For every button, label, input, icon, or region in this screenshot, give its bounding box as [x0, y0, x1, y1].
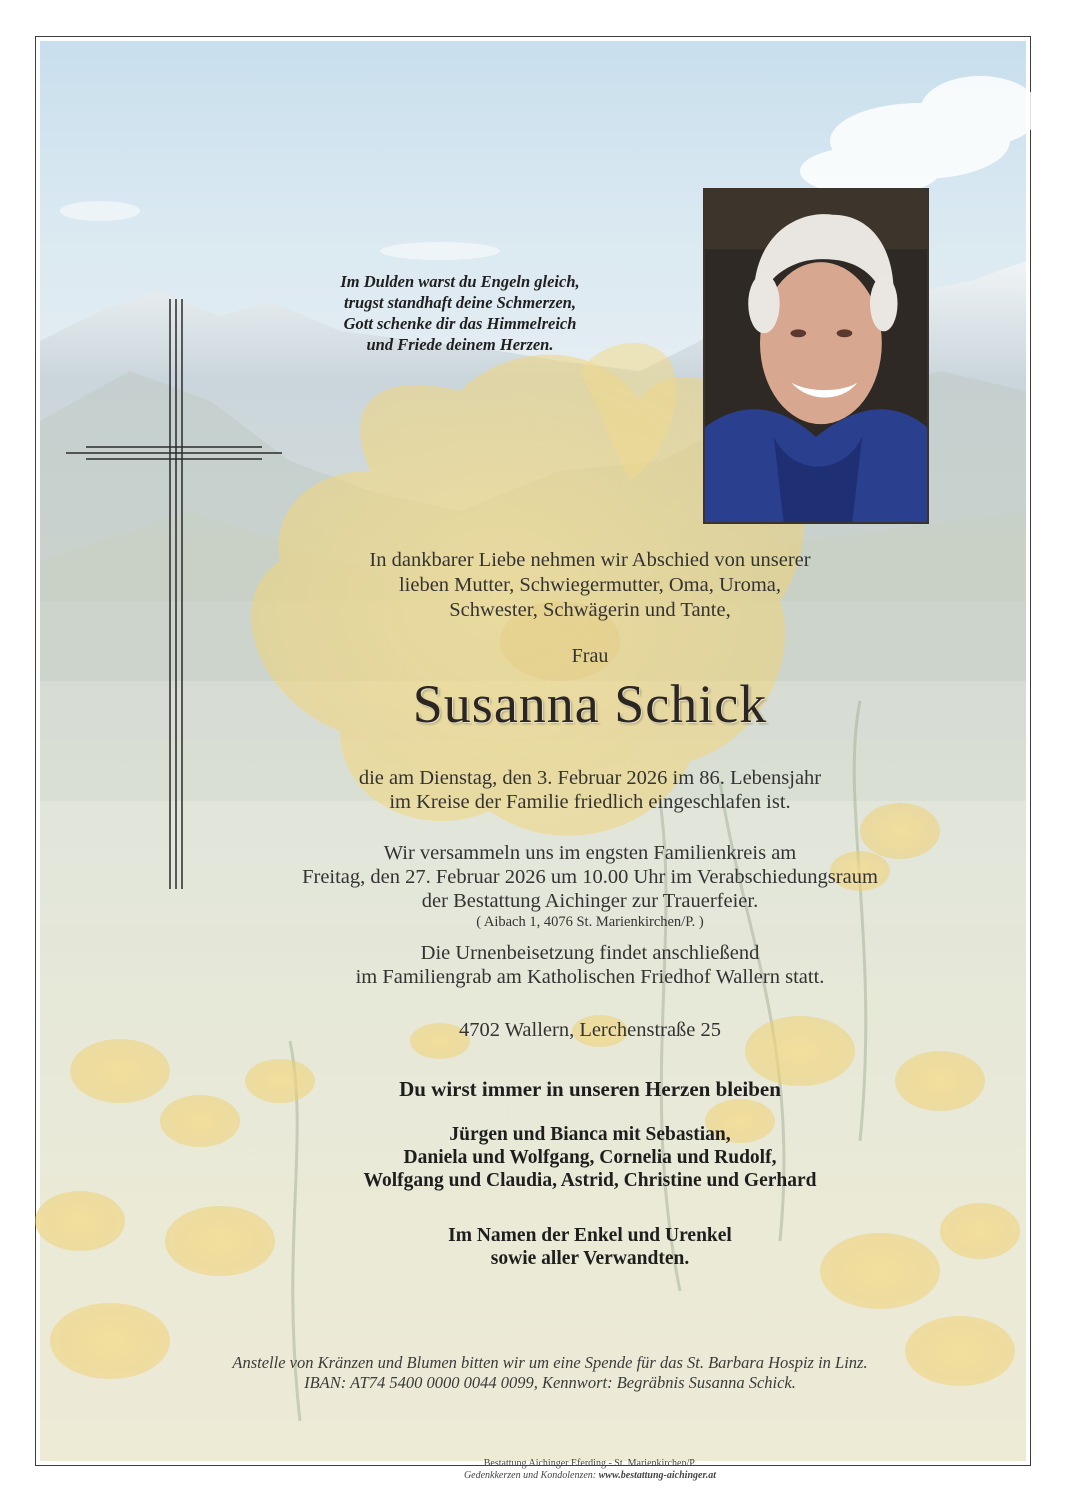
gathering-line: Freitag, den 27. Februar 2026 um 10.00 Uhr im Verabschiedungsraum — [302, 866, 878, 888]
intro-line: lieben Mutter, Schwiegermutter, Oma, Uroma, — [398, 574, 782, 596]
poem-line: Im Dulden warst du Engeln gleich, — [340, 272, 580, 291]
family-names — [240, 1123, 940, 1192]
obituary-sheet — [40, 41, 1026, 1481]
farewell-intro — [240, 548, 940, 623]
urn-line: Die Urnenbeisetzung findet anschließend — [420, 942, 760, 964]
urn-burial-info — [240, 941, 940, 989]
gathering-line: Wir versammeln uns im engsten Familienkreis am — [383, 842, 797, 864]
poem-line: Gott schenke dir das Himmelreich — [343, 314, 577, 333]
intro-line: Schwester, Schwägerin und Tante, — [449, 599, 731, 621]
home-address: 4702 Wallern, Lerchenstraße 25 — [458, 1019, 722, 1041]
urn-line: im Familiengrab am Katholischen Friedhof Wallern statt. — [355, 966, 825, 988]
condolence-label: Gedenkkerzen und Kondolenzen: — [463, 1470, 597, 1481]
intro-line: In dankbarer Liebe nehmen wir Abschied von unserer — [369, 549, 811, 571]
donation-request — [140, 1353, 960, 1393]
death-line: die am Dienstag, den 3. Februar 2026 im 86. Lebensjahr — [358, 767, 822, 789]
donation-line: IBAN: AT74 5400 0000 0044 0099, Kennwort: Begräbnis Susanna Schick. — [304, 1373, 796, 1392]
family-line: Jürgen und Bianca mit Sebastian, — [449, 1124, 731, 1145]
ceremony-address: ( Aibach 1, 4076 St. Marienkirchen/P. ) — [476, 914, 704, 930]
memorial-poem — [310, 271, 610, 355]
footer — [240, 1458, 940, 1482]
gathering-line: der Bestattung Aichinger zur Trauerfeier. — [421, 890, 759, 912]
on-behalf-line: Im Namen der Enkel und Urenkel — [448, 1225, 732, 1246]
on-behalf-line: sowie aller Verwandten. — [490, 1248, 690, 1269]
poem-line: und Friede deinem Herzen. — [366, 335, 554, 354]
undertaker-name: Bestattung Aichinger Eferding - St. Marienkirchen/P. — [483, 1458, 697, 1469]
poem-line: trugst standhaft deine Schmerzen, — [344, 293, 576, 312]
motto: Du wirst immer in unseren Herzen bleiben — [399, 1077, 781, 1101]
website-link[interactable]: www.bestattung-aichinger.at — [598, 1470, 717, 1481]
death-notice — [240, 766, 940, 814]
salutation: Frau — [571, 645, 609, 667]
gathering-info — [240, 841, 940, 931]
donation-line: Anstelle von Kränzen und Blumen bitten wir um eine Spende für das St. Barbara Hospiz in Linz. — [232, 1353, 868, 1372]
deceased-name: Susanna Schick — [412, 674, 768, 734]
family-line: Daniela und Wolfgang, Cornelia und Rudolf, — [403, 1147, 777, 1168]
on-behalf-of — [240, 1224, 940, 1270]
portrait-photo — [703, 188, 929, 524]
family-line: Wolfgang und Claudia, Astrid, Christine und Gerhard — [363, 1170, 817, 1191]
death-line: im Kreise der Familie friedlich eingeschlafen ist. — [389, 791, 791, 813]
